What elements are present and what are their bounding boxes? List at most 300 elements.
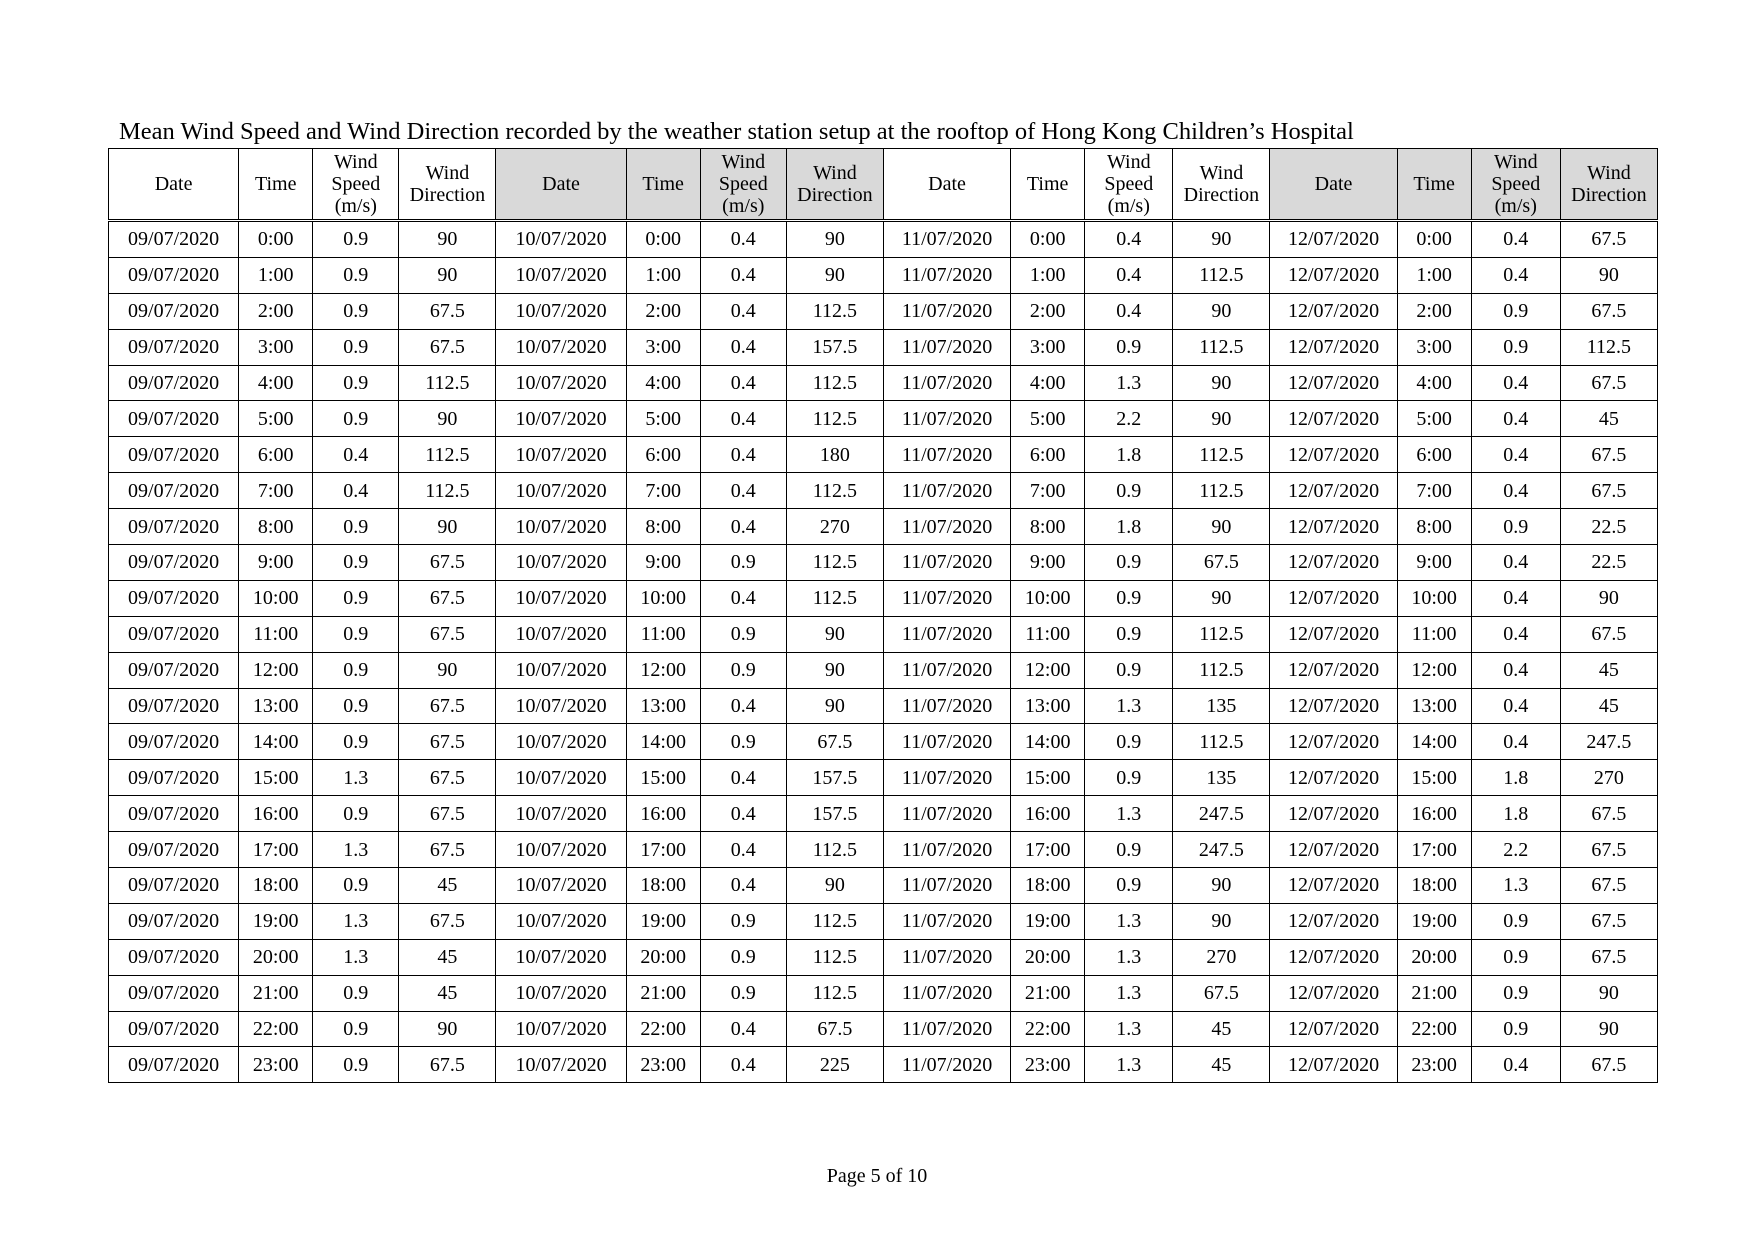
time-cell: 18:00 bbox=[1397, 868, 1471, 904]
time-cell: 9:00 bbox=[239, 545, 313, 581]
wind-direction-cell: 45 bbox=[1560, 401, 1657, 437]
header-date: Date bbox=[1270, 149, 1397, 221]
date-cell: 11/07/2020 bbox=[883, 580, 1010, 616]
wind-direction-cell: 67.5 bbox=[1560, 939, 1657, 975]
wind-direction-cell: 90 bbox=[786, 868, 883, 904]
wind-speed-cell: 2.2 bbox=[1085, 401, 1173, 437]
time-cell: 6:00 bbox=[626, 437, 700, 473]
wind-speed-cell: 0.4 bbox=[700, 832, 786, 868]
wind-speed-cell: 1.3 bbox=[1085, 796, 1173, 832]
wind-direction-cell: 90 bbox=[786, 688, 883, 724]
wind-direction-cell: 67.5 bbox=[786, 724, 883, 760]
wind-direction-cell: 112.5 bbox=[786, 939, 883, 975]
date-cell: 12/07/2020 bbox=[1270, 939, 1397, 975]
wind-speed-cell: 0.9 bbox=[313, 221, 399, 258]
time-cell: 3:00 bbox=[1397, 329, 1471, 365]
time-cell: 20:00 bbox=[626, 939, 700, 975]
time-cell: 14:00 bbox=[1397, 724, 1471, 760]
time-cell: 16:00 bbox=[1011, 796, 1085, 832]
wind-speed-cell: 0.4 bbox=[700, 1011, 786, 1047]
date-cell: 11/07/2020 bbox=[883, 257, 1010, 293]
time-cell: 22:00 bbox=[1397, 1011, 1471, 1047]
date-cell: 10/07/2020 bbox=[496, 724, 626, 760]
wind-direction-cell: 112.5 bbox=[399, 437, 496, 473]
time-cell: 10:00 bbox=[239, 580, 313, 616]
wind-speed-cell: 0.4 bbox=[700, 509, 786, 545]
time-cell: 4:00 bbox=[1011, 365, 1085, 401]
wind-direction-cell: 112.5 bbox=[1173, 329, 1270, 365]
wind-speed-cell: 1.3 bbox=[1085, 688, 1173, 724]
date-cell: 11/07/2020 bbox=[883, 832, 1010, 868]
date-cell: 11/07/2020 bbox=[883, 473, 1010, 509]
wind-speed-cell: 1.8 bbox=[1471, 796, 1560, 832]
table-row bbox=[109, 329, 1658, 365]
wind-direction-cell: 112.5 bbox=[1173, 437, 1270, 473]
date-cell: 10/07/2020 bbox=[496, 580, 626, 616]
wind-speed-cell: 0.9 bbox=[1471, 509, 1560, 545]
wind-data-table bbox=[108, 148, 1658, 1083]
time-cell: 11:00 bbox=[239, 616, 313, 652]
header-wind-direction: Wind Direction bbox=[786, 149, 883, 221]
date-cell: 12/07/2020 bbox=[1270, 652, 1397, 688]
date-cell: 12/07/2020 bbox=[1270, 509, 1397, 545]
wind-direction-cell: 112.5 bbox=[1173, 652, 1270, 688]
time-cell: 6:00 bbox=[1397, 437, 1471, 473]
date-cell: 12/07/2020 bbox=[1270, 1011, 1397, 1047]
time-cell: 9:00 bbox=[1011, 545, 1085, 581]
date-cell: 10/07/2020 bbox=[496, 365, 626, 401]
wind-speed-cell: 0.4 bbox=[1471, 365, 1560, 401]
time-cell: 21:00 bbox=[626, 975, 700, 1011]
wind-direction-cell: 90 bbox=[399, 509, 496, 545]
time-cell: 12:00 bbox=[626, 652, 700, 688]
wind-direction-cell: 67.5 bbox=[399, 293, 496, 329]
wind-speed-cell: 0.9 bbox=[700, 939, 786, 975]
wind-speed-cell: 2.2 bbox=[1471, 832, 1560, 868]
date-cell: 09/07/2020 bbox=[109, 1011, 239, 1047]
wind-direction-cell: 67.5 bbox=[1560, 796, 1657, 832]
wind-direction-cell: 270 bbox=[786, 509, 883, 545]
wind-direction-cell: 90 bbox=[1560, 1011, 1657, 1047]
wind-direction-cell: 90 bbox=[786, 616, 883, 652]
wind-direction-cell: 112.5 bbox=[786, 365, 883, 401]
wind-speed-cell: 0.9 bbox=[1085, 724, 1173, 760]
date-cell: 09/07/2020 bbox=[109, 868, 239, 904]
wind-speed-cell: 1.3 bbox=[313, 760, 399, 796]
time-cell: 1:00 bbox=[1397, 257, 1471, 293]
wind-direction-cell: 67.5 bbox=[399, 724, 496, 760]
wind-direction-cell: 135 bbox=[1173, 760, 1270, 796]
wind-speed-cell: 0.9 bbox=[313, 401, 399, 437]
date-cell: 12/07/2020 bbox=[1270, 688, 1397, 724]
wind-speed-cell: 0.4 bbox=[700, 221, 786, 258]
time-cell: 21:00 bbox=[1397, 975, 1471, 1011]
date-cell: 12/07/2020 bbox=[1270, 473, 1397, 509]
time-cell: 7:00 bbox=[239, 473, 313, 509]
wind-speed-cell: 0.9 bbox=[1085, 580, 1173, 616]
date-cell: 11/07/2020 bbox=[883, 688, 1010, 724]
wind-speed-cell: 0.4 bbox=[700, 580, 786, 616]
time-cell: 8:00 bbox=[239, 509, 313, 545]
wind-speed-cell: 1.3 bbox=[1085, 975, 1173, 1011]
wind-speed-cell: 0.4 bbox=[700, 688, 786, 724]
table-row bbox=[109, 832, 1658, 868]
table-row bbox=[109, 939, 1658, 975]
wind-speed-cell: 0.9 bbox=[700, 545, 786, 581]
date-cell: 09/07/2020 bbox=[109, 903, 239, 939]
wind-speed-cell: 0.9 bbox=[313, 580, 399, 616]
wind-direction-cell: 90 bbox=[1560, 257, 1657, 293]
wind-direction-cell: 90 bbox=[1173, 868, 1270, 904]
date-cell: 11/07/2020 bbox=[883, 975, 1010, 1011]
date-cell: 11/07/2020 bbox=[883, 903, 1010, 939]
wind-speed-cell: 1.3 bbox=[313, 832, 399, 868]
date-cell: 10/07/2020 bbox=[496, 868, 626, 904]
time-cell: 5:00 bbox=[1397, 401, 1471, 437]
wind-speed-cell: 0.9 bbox=[313, 868, 399, 904]
time-cell: 16:00 bbox=[239, 796, 313, 832]
wind-direction-cell: 112.5 bbox=[1173, 724, 1270, 760]
date-cell: 11/07/2020 bbox=[883, 293, 1010, 329]
date-cell: 11/07/2020 bbox=[883, 401, 1010, 437]
time-cell: 1:00 bbox=[626, 257, 700, 293]
wind-speed-cell: 0.4 bbox=[1085, 257, 1173, 293]
wind-speed-cell: 0.4 bbox=[700, 868, 786, 904]
time-cell: 17:00 bbox=[626, 832, 700, 868]
time-cell: 23:00 bbox=[1011, 1047, 1085, 1083]
wind-speed-cell: 0.4 bbox=[700, 796, 786, 832]
wind-direction-cell: 90 bbox=[1173, 903, 1270, 939]
wind-speed-cell: 0.9 bbox=[313, 724, 399, 760]
date-cell: 12/07/2020 bbox=[1270, 796, 1397, 832]
wind-direction-cell: 45 bbox=[399, 868, 496, 904]
wind-speed-cell: 0.9 bbox=[1471, 939, 1560, 975]
header-time: Time bbox=[1011, 149, 1085, 221]
date-cell: 09/07/2020 bbox=[109, 939, 239, 975]
wind-speed-cell: 0.4 bbox=[1471, 1047, 1560, 1083]
wind-direction-cell: 112.5 bbox=[786, 545, 883, 581]
time-cell: 19:00 bbox=[1397, 903, 1471, 939]
date-cell: 12/07/2020 bbox=[1270, 365, 1397, 401]
date-cell: 10/07/2020 bbox=[496, 293, 626, 329]
wind-direction-cell: 90 bbox=[1173, 293, 1270, 329]
wind-speed-cell: 1.3 bbox=[1085, 365, 1173, 401]
wind-speed-cell: 0.9 bbox=[313, 652, 399, 688]
wind-speed-cell: 0.9 bbox=[313, 293, 399, 329]
time-cell: 12:00 bbox=[1011, 652, 1085, 688]
wind-direction-cell: 67.5 bbox=[1560, 473, 1657, 509]
date-cell: 10/07/2020 bbox=[496, 760, 626, 796]
wind-direction-cell: 90 bbox=[1560, 975, 1657, 1011]
header-time: Time bbox=[239, 149, 313, 221]
wind-direction-cell: 112.5 bbox=[786, 473, 883, 509]
time-cell: 20:00 bbox=[1397, 939, 1471, 975]
wind-speed-cell: 1.3 bbox=[313, 903, 399, 939]
date-cell: 09/07/2020 bbox=[109, 1047, 239, 1083]
time-cell: 2:00 bbox=[239, 293, 313, 329]
date-cell: 12/07/2020 bbox=[1270, 293, 1397, 329]
wind-direction-cell: 112.5 bbox=[786, 832, 883, 868]
wind-speed-cell: 0.9 bbox=[313, 616, 399, 652]
date-cell: 09/07/2020 bbox=[109, 437, 239, 473]
time-cell: 17:00 bbox=[1397, 832, 1471, 868]
wind-direction-cell: 247.5 bbox=[1173, 796, 1270, 832]
wind-direction-cell: 45 bbox=[1560, 652, 1657, 688]
header-wind-direction: Wind Direction bbox=[1173, 149, 1270, 221]
time-cell: 2:00 bbox=[1397, 293, 1471, 329]
date-cell: 10/07/2020 bbox=[496, 1011, 626, 1047]
date-cell: 11/07/2020 bbox=[883, 545, 1010, 581]
wind-direction-cell: 90 bbox=[1560, 580, 1657, 616]
date-cell: 09/07/2020 bbox=[109, 724, 239, 760]
time-cell: 19:00 bbox=[1011, 903, 1085, 939]
date-cell: 09/07/2020 bbox=[109, 473, 239, 509]
document-title: Mean Wind Speed and Wind Direction recorded by the weather station setup at the rooftop of Hong Kong Children’s Hospital bbox=[119, 118, 1354, 145]
time-cell: 9:00 bbox=[1397, 545, 1471, 581]
wind-direction-cell: 67.5 bbox=[1560, 903, 1657, 939]
wind-speed-cell: 0.9 bbox=[700, 652, 786, 688]
wind-direction-cell: 157.5 bbox=[786, 760, 883, 796]
time-cell: 2:00 bbox=[626, 293, 700, 329]
wind-direction-cell: 247.5 bbox=[1560, 724, 1657, 760]
date-cell: 09/07/2020 bbox=[109, 293, 239, 329]
time-cell: 13:00 bbox=[626, 688, 700, 724]
wind-speed-cell: 0.4 bbox=[1471, 401, 1560, 437]
table-row bbox=[109, 616, 1658, 652]
time-cell: 20:00 bbox=[239, 939, 313, 975]
date-cell: 09/07/2020 bbox=[109, 329, 239, 365]
wind-direction-cell: 135 bbox=[1173, 688, 1270, 724]
wind-speed-cell: 0.9 bbox=[313, 1047, 399, 1083]
date-cell: 12/07/2020 bbox=[1270, 437, 1397, 473]
wind-speed-cell: 0.4 bbox=[1471, 652, 1560, 688]
wind-speed-cell: 0.9 bbox=[1471, 329, 1560, 365]
table-row bbox=[109, 688, 1658, 724]
wind-speed-cell: 0.9 bbox=[1085, 329, 1173, 365]
wind-speed-cell: 0.4 bbox=[700, 473, 786, 509]
wind-direction-cell: 67.5 bbox=[1560, 868, 1657, 904]
date-cell: 10/07/2020 bbox=[496, 832, 626, 868]
date-cell: 12/07/2020 bbox=[1270, 401, 1397, 437]
wind-direction-cell: 90 bbox=[786, 652, 883, 688]
wind-speed-cell: 0.9 bbox=[1471, 1011, 1560, 1047]
time-cell: 3:00 bbox=[1011, 329, 1085, 365]
table-row bbox=[109, 401, 1658, 437]
wind-speed-cell: 1.3 bbox=[1085, 939, 1173, 975]
wind-speed-cell: 1.3 bbox=[1085, 903, 1173, 939]
header-wind-speed: Wind Speed (m/s) bbox=[313, 149, 399, 221]
wind-direction-cell: 90 bbox=[1173, 401, 1270, 437]
wind-direction-cell: 45 bbox=[399, 939, 496, 975]
table-row bbox=[109, 221, 1658, 258]
wind-direction-cell: 225 bbox=[786, 1047, 883, 1083]
wind-direction-cell: 247.5 bbox=[1173, 832, 1270, 868]
wind-speed-cell: 0.4 bbox=[1471, 724, 1560, 760]
wind-direction-cell: 67.5 bbox=[1173, 545, 1270, 581]
date-cell: 11/07/2020 bbox=[883, 724, 1010, 760]
wind-speed-cell: 0.9 bbox=[313, 1011, 399, 1047]
date-cell: 10/07/2020 bbox=[496, 688, 626, 724]
date-cell: 10/07/2020 bbox=[496, 437, 626, 473]
date-cell: 11/07/2020 bbox=[883, 939, 1010, 975]
wind-speed-cell: 0.9 bbox=[1085, 868, 1173, 904]
wind-direction-cell: 45 bbox=[399, 975, 496, 1011]
wind-direction-cell: 90 bbox=[786, 221, 883, 258]
wind-direction-cell: 90 bbox=[1173, 580, 1270, 616]
time-cell: 13:00 bbox=[1397, 688, 1471, 724]
date-cell: 10/07/2020 bbox=[496, 509, 626, 545]
table-row bbox=[109, 724, 1658, 760]
wind-direction-cell: 67.5 bbox=[399, 832, 496, 868]
table-row bbox=[109, 545, 1658, 581]
date-cell: 10/07/2020 bbox=[496, 939, 626, 975]
wind-direction-cell: 67.5 bbox=[399, 545, 496, 581]
time-cell: 19:00 bbox=[626, 903, 700, 939]
date-cell: 11/07/2020 bbox=[883, 221, 1010, 258]
time-cell: 22:00 bbox=[626, 1011, 700, 1047]
wind-speed-cell: 1.3 bbox=[1085, 1047, 1173, 1083]
header-wind-speed: Wind Speed (m/s) bbox=[1085, 149, 1173, 221]
time-cell: 0:00 bbox=[239, 221, 313, 258]
table-row bbox=[109, 868, 1658, 904]
wind-direction-cell: 90 bbox=[399, 401, 496, 437]
date-cell: 12/07/2020 bbox=[1270, 329, 1397, 365]
time-cell: 14:00 bbox=[239, 724, 313, 760]
wind-speed-cell: 0.9 bbox=[1085, 652, 1173, 688]
wind-speed-cell: 0.9 bbox=[313, 365, 399, 401]
time-cell: 14:00 bbox=[626, 724, 700, 760]
wind-direction-cell: 67.5 bbox=[399, 1047, 496, 1083]
date-cell: 10/07/2020 bbox=[496, 401, 626, 437]
date-cell: 10/07/2020 bbox=[496, 545, 626, 581]
table-row bbox=[109, 652, 1658, 688]
wind-direction-cell: 67.5 bbox=[1560, 832, 1657, 868]
date-cell: 11/07/2020 bbox=[883, 616, 1010, 652]
wind-direction-cell: 90 bbox=[1173, 509, 1270, 545]
time-cell: 12:00 bbox=[239, 652, 313, 688]
wind-speed-cell: 0.9 bbox=[700, 724, 786, 760]
header-wind-direction: Wind Direction bbox=[399, 149, 496, 221]
date-cell: 09/07/2020 bbox=[109, 580, 239, 616]
wind-speed-cell: 0.9 bbox=[1471, 293, 1560, 329]
wind-direction-cell: 112.5 bbox=[786, 975, 883, 1011]
time-cell: 15:00 bbox=[1011, 760, 1085, 796]
wind-speed-cell: 0.9 bbox=[1471, 903, 1560, 939]
date-cell: 10/07/2020 bbox=[496, 473, 626, 509]
time-cell: 15:00 bbox=[1397, 760, 1471, 796]
wind-speed-cell: 1.3 bbox=[1085, 1011, 1173, 1047]
header-date: Date bbox=[883, 149, 1010, 221]
time-cell: 15:00 bbox=[626, 760, 700, 796]
wind-direction-cell: 112.5 bbox=[786, 580, 883, 616]
time-cell: 6:00 bbox=[1011, 437, 1085, 473]
date-cell: 12/07/2020 bbox=[1270, 616, 1397, 652]
wind-direction-cell: 90 bbox=[786, 257, 883, 293]
date-cell: 10/07/2020 bbox=[496, 616, 626, 652]
wind-direction-cell: 90 bbox=[399, 652, 496, 688]
table-row bbox=[109, 509, 1658, 545]
time-cell: 15:00 bbox=[239, 760, 313, 796]
wind-speed-cell: 0.9 bbox=[313, 257, 399, 293]
time-cell: 8:00 bbox=[1011, 509, 1085, 545]
time-cell: 5:00 bbox=[1011, 401, 1085, 437]
wind-direction-cell: 90 bbox=[399, 257, 496, 293]
wind-speed-cell: 0.4 bbox=[1471, 545, 1560, 581]
wind-direction-cell: 67.5 bbox=[399, 329, 496, 365]
wind-speed-cell: 0.9 bbox=[313, 688, 399, 724]
time-cell: 6:00 bbox=[239, 437, 313, 473]
page-number: Page 5 of 10 bbox=[826, 1165, 928, 1187]
wind-direction-cell: 112.5 bbox=[786, 401, 883, 437]
wind-speed-cell: 0.4 bbox=[1471, 437, 1560, 473]
wind-direction-cell: 90 bbox=[1173, 221, 1270, 258]
table-row bbox=[109, 365, 1658, 401]
table-row bbox=[109, 257, 1658, 293]
time-cell: 5:00 bbox=[239, 401, 313, 437]
wind-direction-cell: 45 bbox=[1173, 1011, 1270, 1047]
time-cell: 23:00 bbox=[239, 1047, 313, 1083]
wind-speed-cell: 0.4 bbox=[313, 473, 399, 509]
date-cell: 09/07/2020 bbox=[109, 365, 239, 401]
date-cell: 09/07/2020 bbox=[109, 221, 239, 258]
date-cell: 12/07/2020 bbox=[1270, 760, 1397, 796]
date-cell: 10/07/2020 bbox=[496, 329, 626, 365]
date-cell: 12/07/2020 bbox=[1270, 903, 1397, 939]
date-cell: 12/07/2020 bbox=[1270, 221, 1397, 258]
time-cell: 3:00 bbox=[239, 329, 313, 365]
date-cell: 12/07/2020 bbox=[1270, 580, 1397, 616]
date-cell: 09/07/2020 bbox=[109, 796, 239, 832]
wind-speed-cell: 0.9 bbox=[313, 329, 399, 365]
wind-speed-cell: 1.8 bbox=[1085, 509, 1173, 545]
wind-direction-cell: 157.5 bbox=[786, 796, 883, 832]
wind-direction-cell: 180 bbox=[786, 437, 883, 473]
table-row bbox=[109, 1047, 1658, 1083]
wind-direction-cell: 112.5 bbox=[1173, 257, 1270, 293]
wind-speed-cell: 0.4 bbox=[1085, 293, 1173, 329]
time-cell: 4:00 bbox=[626, 365, 700, 401]
time-cell: 11:00 bbox=[626, 616, 700, 652]
time-cell: 17:00 bbox=[239, 832, 313, 868]
wind-direction-cell: 67.5 bbox=[399, 616, 496, 652]
wind-speed-cell: 0.4 bbox=[700, 1047, 786, 1083]
wind-direction-cell: 157.5 bbox=[786, 329, 883, 365]
wind-speed-cell: 0.9 bbox=[313, 975, 399, 1011]
time-cell: 18:00 bbox=[626, 868, 700, 904]
date-cell: 12/07/2020 bbox=[1270, 832, 1397, 868]
time-cell: 13:00 bbox=[239, 688, 313, 724]
date-cell: 11/07/2020 bbox=[883, 365, 1010, 401]
wind-speed-cell: 0.4 bbox=[700, 760, 786, 796]
wind-direction-cell: 67.5 bbox=[399, 580, 496, 616]
time-cell: 22:00 bbox=[1011, 1011, 1085, 1047]
time-cell: 4:00 bbox=[239, 365, 313, 401]
wind-speed-cell: 0.9 bbox=[1085, 545, 1173, 581]
date-cell: 12/07/2020 bbox=[1270, 868, 1397, 904]
wind-direction-cell: 112.5 bbox=[1173, 616, 1270, 652]
time-cell: 20:00 bbox=[1011, 939, 1085, 975]
wind-direction-cell: 67.5 bbox=[399, 903, 496, 939]
time-cell: 23:00 bbox=[1397, 1047, 1471, 1083]
date-cell: 10/07/2020 bbox=[496, 1047, 626, 1083]
time-cell: 17:00 bbox=[1011, 832, 1085, 868]
wind-speed-cell: 0.4 bbox=[1471, 580, 1560, 616]
date-cell: 11/07/2020 bbox=[883, 796, 1010, 832]
table-row bbox=[109, 293, 1658, 329]
time-cell: 9:00 bbox=[626, 545, 700, 581]
date-cell: 09/07/2020 bbox=[109, 975, 239, 1011]
table-body bbox=[109, 221, 1658, 1083]
